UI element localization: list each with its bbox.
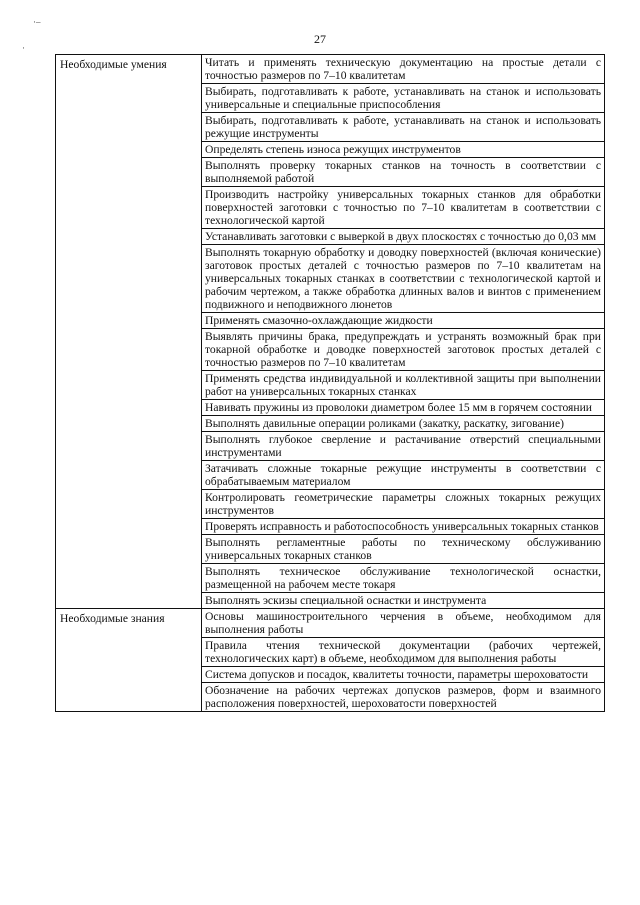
requirement-item: Выполнять регламентные работы по техническому обслуживанию универсальных токарных станков [202, 535, 605, 564]
requirement-item: Правила чтения технической документации (рабочих чертежей, технологических карт) в объеме, необходимом для выполнения работы [202, 638, 605, 667]
category-label: Необходимые умения [56, 55, 202, 609]
requirement-item: Выполнять давильные операции роликами (закатку, раскатку, зигование) [202, 416, 605, 432]
page-number: 27 [314, 32, 326, 46]
requirement-item: Читать и применять техническую документацию на простые детали с точностью размеров по 7–10 квалитетам [202, 55, 605, 84]
requirement-item: Выбирать, подготавливать к работе, устанавливать на станок и использовать универсальные и специальные приспособления [202, 84, 605, 113]
requirement-item: Навивать пружины из проволоки диаметром более 15 мм в горячем состоянии [202, 400, 605, 416]
table-row [56, 609, 605, 638]
scan-mark: · [22, 43, 25, 53]
requirement-item: Система допусков и посадок, квалитеты точности, параметры шероховатости [202, 667, 605, 683]
category-label: Необходимые знания [56, 609, 202, 712]
requirement-item: Обозначение на рабочих чертежах допусков размеров, форм и взаимного расположения поверхностей, шероховатости поверхностей [202, 683, 605, 712]
labor-function-requirements-table [55, 54, 605, 712]
requirement-item: Устанавливать заготовки с выверкой в двух плоскостях с точностью до 0,03 мм [202, 229, 605, 245]
requirement-item: Применять средства индивидуальной и коллективной защиты при выполнении работ на универсальных токарных станках [202, 371, 605, 400]
requirement-item: Выполнять техническое обслуживание технологической оснастки, размещенной на рабочем месте токаря [202, 564, 605, 593]
requirement-item: Контролировать геометрические параметры сложных токарных режущих инструментов [202, 490, 605, 519]
requirement-item: Производить настройку универсальных токарных станков для обработки поверхностей заготовки с точностью по 7–10 квалитетам в соответствии с технологической картой [202, 187, 605, 229]
scan-mark: ·– [33, 17, 41, 27]
requirement-item: Основы машиностроительного черчения в объеме, необходимом для выполнения работы [202, 609, 605, 638]
requirement-item: Затачивать сложные токарные режущие инструменты в соответствии с обрабатываемым материалом [202, 461, 605, 490]
requirement-item: Выполнять эскизы специальной оснастки и инструмента [202, 593, 605, 609]
requirement-item: Применять смазочно-охлаждающие жидкости [202, 313, 605, 329]
requirement-item: Выявлять причины брака, предупреждать и устранять возможный брак при токарной обработке и доводке поверхностей заготовок простых деталей с точностью размеров по 7–10 квалитетам [202, 329, 605, 371]
requirement-item: Определять степень износа режущих инструментов [202, 142, 605, 158]
requirement-item: Выбирать, подготавливать к работе, устанавливать на станок и использовать режущие инструменты [202, 113, 605, 142]
requirement-item: Проверять исправность и работоспособность универсальных токарных станков [202, 519, 605, 535]
requirement-item: Выполнять проверку токарных станков на точность в соответствии с выполняемой работой [202, 158, 605, 187]
requirement-item: Выполнять глубокое сверление и растачивание отверстий специальными инструментами [202, 432, 605, 461]
requirement-item: Выполнять токарную обработку и доводку поверхностей (включая конические) заготовок простых деталей с точностью размеров по 7–10 квалитетам на универсальных токарных станках в соответствии с технологической картой и рабочим чертежом, а также обработка длинных валов и винтов с применением подвижного и неподвижного люнетов [202, 245, 605, 313]
table-row [56, 55, 605, 84]
